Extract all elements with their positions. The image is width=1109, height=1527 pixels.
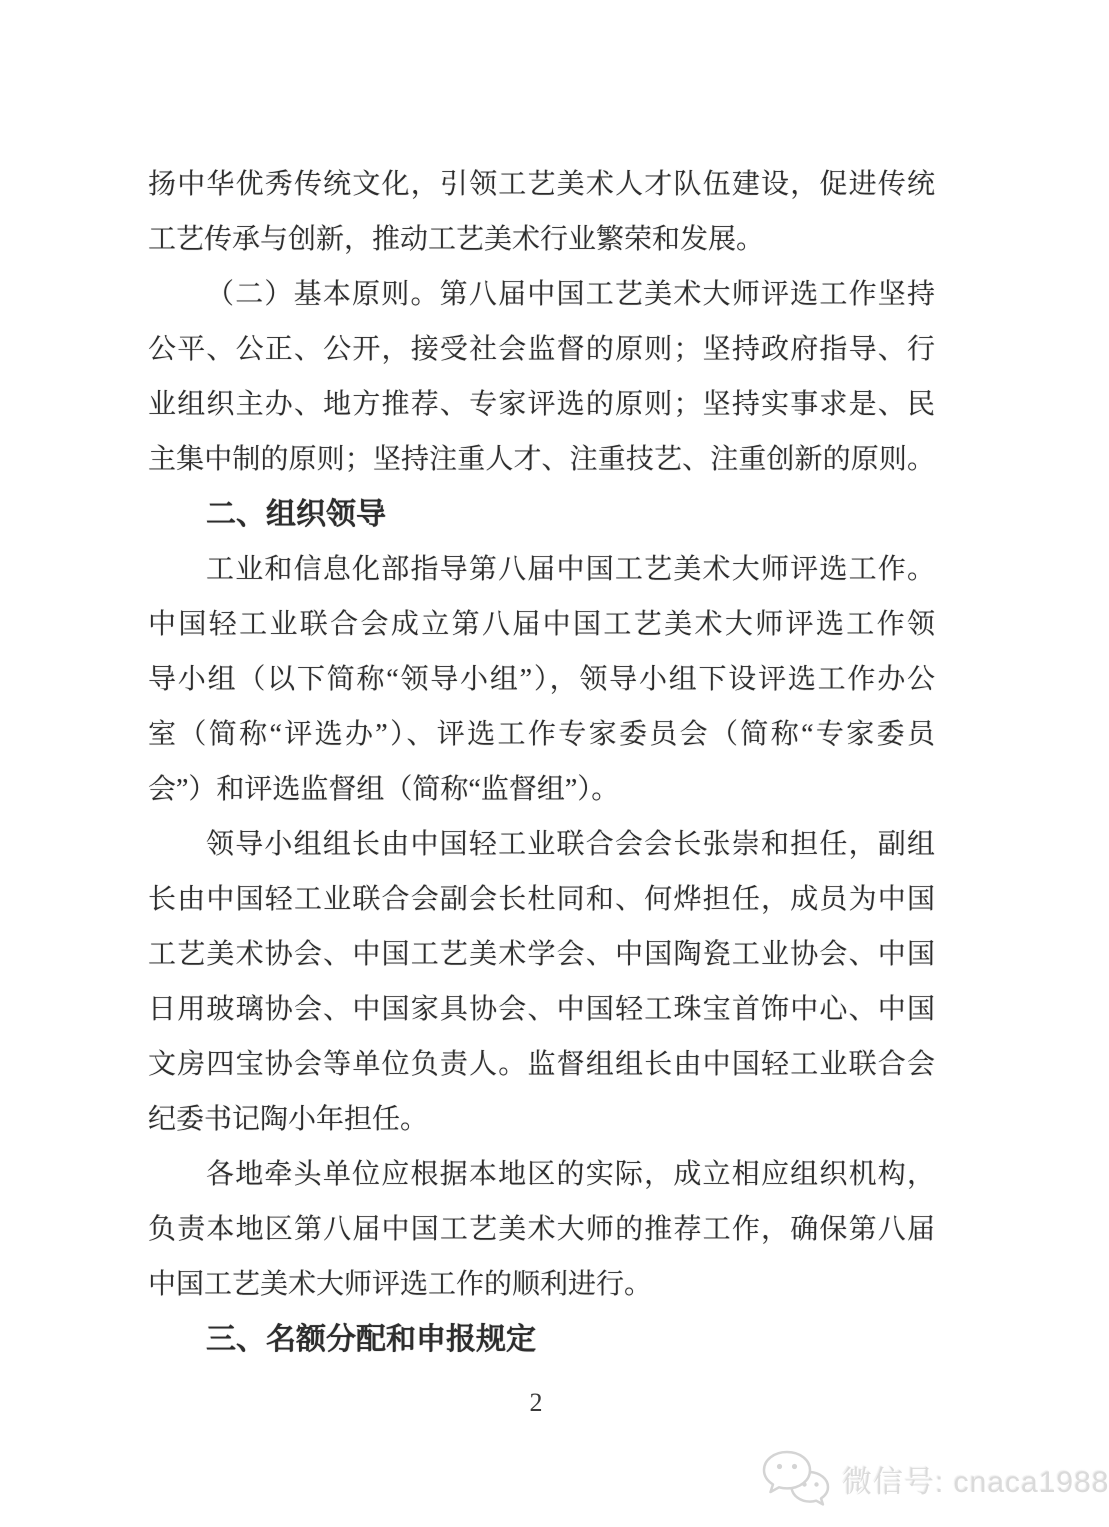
text-line: 纪委书记陶小年担任。 bbox=[148, 1104, 429, 1135]
wechat-icon bbox=[760, 1448, 832, 1510]
section-heading: 三、名额分配和申报规定 bbox=[206, 1323, 536, 1356]
text-line: 业组织主办、地方推荐、专家评选的原则；坚持实事求是、民 bbox=[148, 389, 935, 420]
text-line: 领导小组组长由中国轻工业联合会会长张崇和担任，副组 bbox=[206, 829, 935, 860]
text-line: 公平、公正、公开，接受社会监督的原则；坚持政府指导、行 bbox=[148, 334, 935, 365]
text-line: （二）基本原则。第八届中国工艺美术大师评选工作坚持 bbox=[206, 279, 935, 310]
text-line: 导小组（以下简称“领导小组”），领导小组下设评选工作办公 bbox=[148, 664, 935, 695]
text-line: 中国工艺美术大师评选工作的顺利进行。 bbox=[148, 1269, 653, 1300]
text-line: 室（简称“评选办”）、评选工作专家委员会（简称“专家委员 bbox=[148, 719, 935, 750]
wechat-watermark bbox=[760, 1448, 1109, 1510]
text-line: 文房四宝协会等单位负责人。监督组组长由中国轻工业联合会 bbox=[148, 1049, 935, 1080]
page-number: 2 bbox=[529, 1388, 543, 1417]
section-heading: 二、组织领导 bbox=[206, 498, 386, 531]
text-line: 工业和信息化部指导第八届中国工艺美术大师评选工作。 bbox=[206, 554, 935, 585]
text-line: 中国轻工业联合会成立第八届中国工艺美术大师评选工作领 bbox=[148, 609, 935, 640]
text-line: 长由中国轻工业联合会副会长杜同和、何烨担任，成员为中国 bbox=[148, 884, 935, 915]
text-line: 主集中制的原则；坚持注重人才、注重技艺、注重创新的原则。 bbox=[148, 444, 935, 475]
text-line: 日用玻璃协会、中国家具协会、中国轻工珠宝首饰中心、中国 bbox=[148, 994, 935, 1025]
document-text bbox=[148, 157, 935, 1367]
text-line: 工艺美术协会、中国工艺美术学会、中国陶瓷工业协会、中国 bbox=[148, 939, 935, 970]
text-line: 各地牵头单位应根据本地区的实际，成立相应组织机构， bbox=[206, 1159, 935, 1190]
text-line: 扬中华优秀传统文化，引领工艺美术人才队伍建设，促进传统 bbox=[148, 169, 935, 200]
text-line: 工艺传承与创新，推动工艺美术行业繁荣和发展。 bbox=[148, 224, 765, 255]
text-line: 负责本地区第八届中国工艺美术大师的推荐工作，确保第八届 bbox=[148, 1214, 935, 1245]
text-line: 会”）和评选监督组（简称“监督组”）。 bbox=[148, 774, 620, 805]
watermark-label: 微信号: cnaca1988 bbox=[842, 1466, 1109, 1499]
